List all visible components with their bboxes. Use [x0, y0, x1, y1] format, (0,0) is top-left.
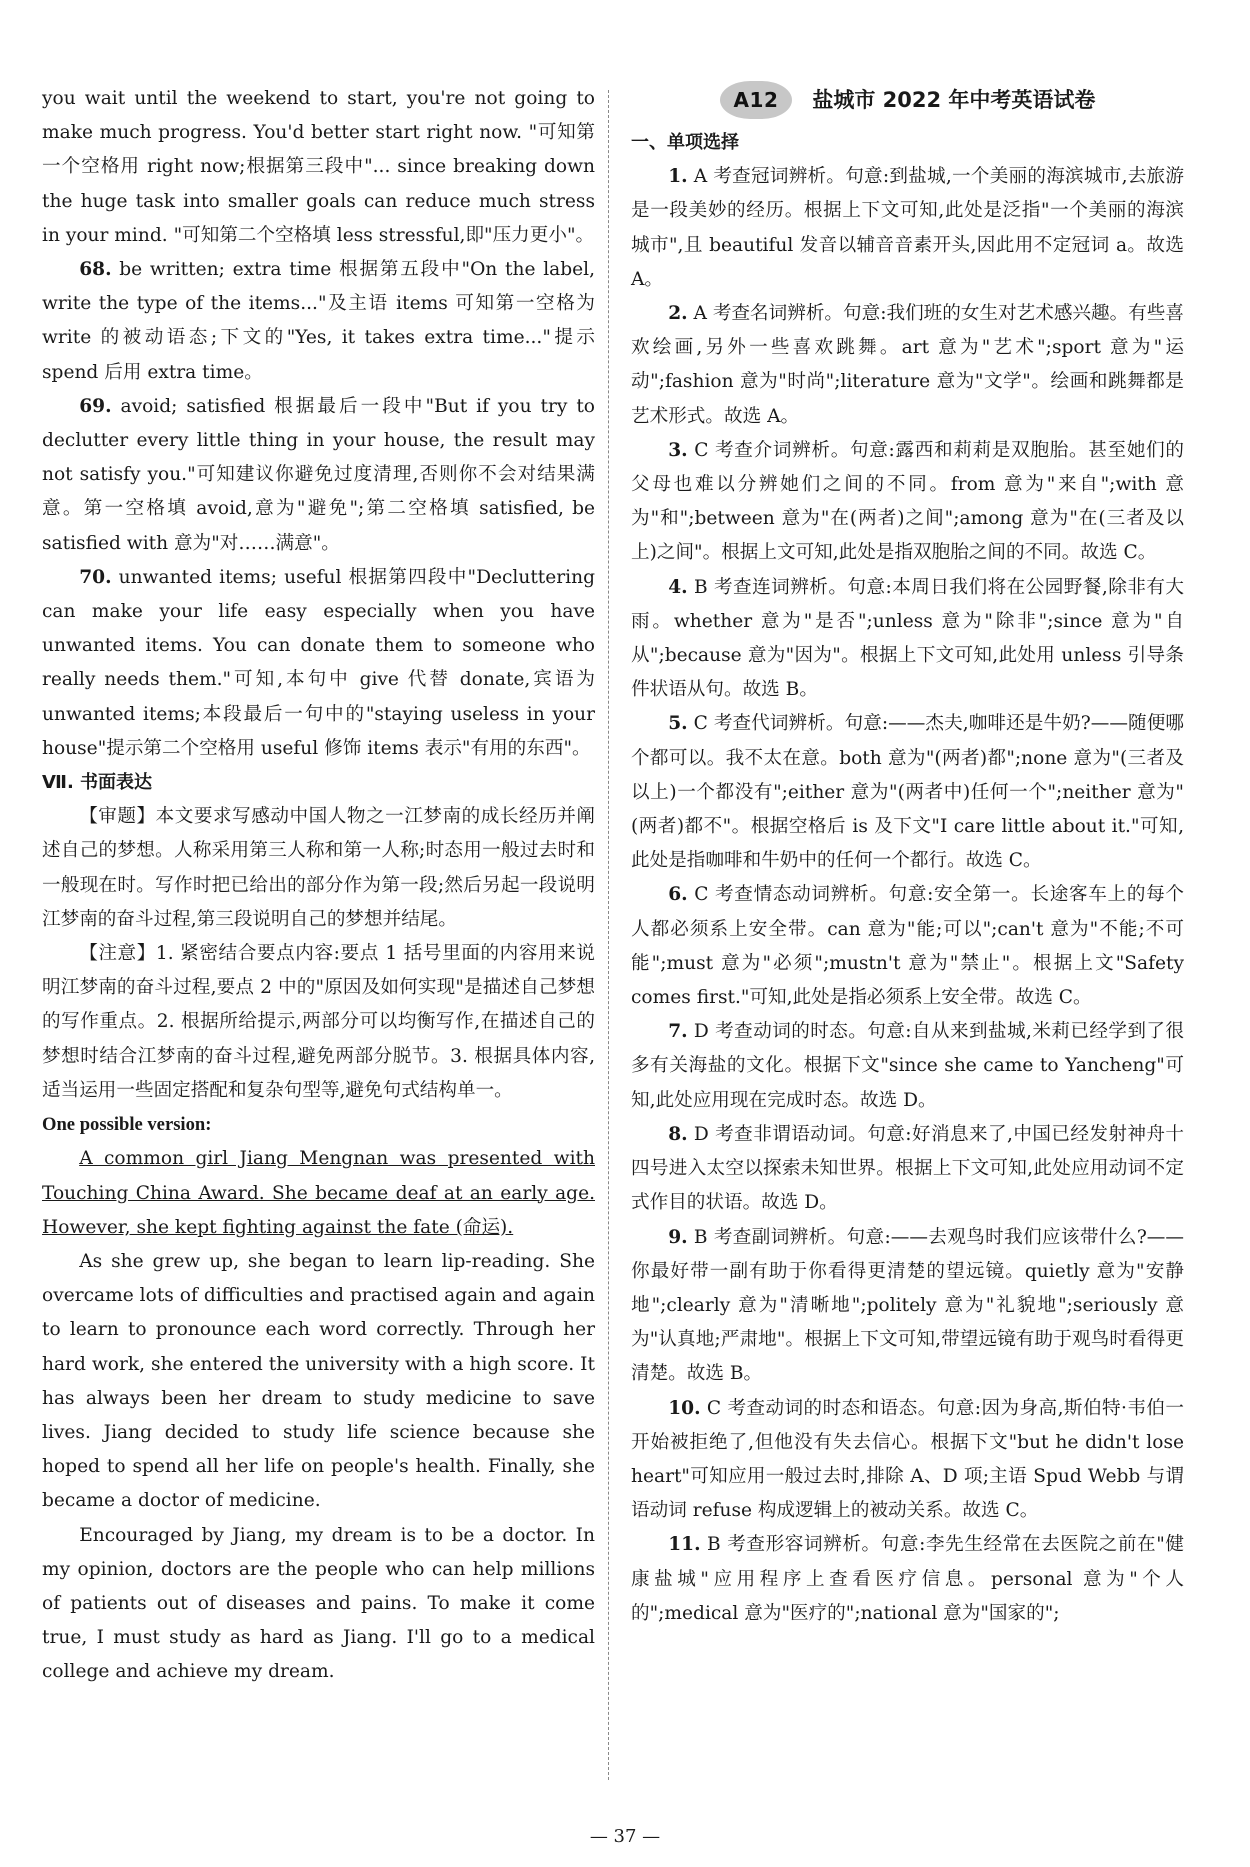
item-number: 1.	[668, 166, 688, 188]
essay-paragraph-1: A common girl Jiang Mengnan was presented with Touching China Award. She became deaf at an early age. However, she kept fighting against the fate (命运).	[42, 1148, 595, 1238]
continued-paragraph: you wait until the weekend to start, you're not going to make much progress. You'd better start right now. "可知第一个空格用 right now;根据第三段中"... since breaking down the huge task into smaller goals can reduce much stress in your mind. "可知第二个空格填 less stressful,即"压力更小"。	[42, 88, 595, 246]
item-number: 4.	[668, 576, 688, 598]
paper-title: 盐城市 2022 年中考英语试卷	[812, 87, 1096, 112]
list-item	[631, 878, 1184, 1015]
item-number: 7.	[668, 1021, 688, 1043]
list-item	[631, 160, 1184, 297]
list-item	[631, 1221, 1184, 1392]
list-item	[631, 1015, 1184, 1118]
right-column	[631, 82, 1184, 1631]
item-number: 69.	[79, 395, 112, 417]
item-number: 5.	[668, 713, 688, 735]
section-heading-single-choice: 一、单项选择	[631, 132, 739, 153]
answer-list	[631, 160, 1184, 1631]
list-item	[631, 1528, 1184, 1631]
list-item	[631, 297, 1184, 434]
answer-69	[42, 390, 595, 561]
item-number: 68.	[79, 259, 112, 281]
item-number: 3.	[668, 439, 688, 461]
item-text: A 考查冠词辨析。句意:到盐城,一个美丽的海滨城市,去旅游是一段美妙的经历。根据上下文可知,此处是泛指"一个美丽的海滨城市",且 beautiful 发音以辅音音素开头,因此用不定冠词 a。故选 A。	[631, 166, 1184, 290]
shenti-note: 【审题】本文要求写感动中国人物之一江梦南的成长经历并阐述自己的梦想。人称采用第三人称和第一人称;时态用一般过去时和一般现在时。写作时把已给出的部分作为第一段;然后另起一段说明江梦南的奋斗过程,第三段说明自己的梦想并结尾。	[42, 806, 595, 930]
zhuyi-note: 【注意】1. 紧密结合要点内容:要点 1 括号里面的内容用来说明江梦南的奋斗过程,要点 2 中的"原因及如何实现"是描述自己梦想的写作重点。2. 根据所给提示,两部分可以均衡写作,在描述自己的梦想时结合江梦南的奋斗过程,避免两部分脱节。3. 根据具体内容,适当运用一些固定搭配和复杂句型等,避免句式结构单一。	[42, 943, 595, 1101]
column-divider	[608, 90, 609, 1780]
list-item	[631, 707, 1184, 878]
essay-paragraph-3: Encouraged by Jiang, my dream is to be a doctor. In my opinion, doctors are the people who can help millions of patients out of diseases and pains. To make it come true, I must study as hard as Jiang. I'll go to a medical college and achieve my dream.	[42, 1524, 595, 1683]
version-label: One possible version:	[42, 1114, 212, 1136]
item-text: C 考查情态动词辨析。句意:安全第一。长途客车上的每个人都必须系上安全带。can 意为"能;可以";can't 意为"不能;不可能";must 意为"必须";mustn't 意为"禁止"。根据上文"Safety comes first."可知,此处是指必须系上安全带。故选 C。	[631, 884, 1184, 1009]
item-text: A 考查名词辨析。句意:我们班的女生对艺术感兴趣。有些喜欢绘画,另外一些喜欢跳舞。art 意为"艺术";sport 意为"运动";fashion 意为"时尚";literature 意为"文学"。绘画和跳舞都是艺术形式。故选 A。	[631, 303, 1184, 427]
list-item	[631, 571, 1184, 708]
item-text: unwanted items; useful 根据第四段中"Decluttering can make your life easy especially when you have unwanted items. You can donate them to someone who really needs them."可知,本句中 give 代替 donate,宾语为 unwanted items;本段最后一句中的"staying useless in your house"提示第二个空格用 useful 修饰 items 表示"有用的东西"。	[42, 566, 595, 759]
item-number: 70.	[79, 566, 112, 588]
item-number: 6.	[668, 884, 688, 906]
item-number: 2.	[668, 303, 688, 325]
item-text: avoid; satisfied 根据最后一段中"But if you try to declutter every little thing in your house, the result may not satisfy you."可知建议你避免过度清理,否则你不会对结果满意。第一空格填 avoid,意为"避免";第二空格填 satisfied, be satisfied with 意为"对……满意"。	[42, 395, 595, 554]
answer-70	[42, 561, 595, 766]
item-text: D 考查动词的时态。句意:自从来到盐城,米莉已经学到了很多有关海盐的文化。根据下文"since she came to Yancheng"可知,此处应用现在完成时态。故选 D。	[631, 1021, 1184, 1111]
item-text: B 考查连词辨析。句意:本周日我们将在公园野餐,除非有大雨。whether 意为"是否";unless 意为"除非";since 意为"自从";because 意为"因为"。根据上下文可知,此处用 unless 引导条件状语从句。故选 B。	[631, 576, 1184, 701]
list-item	[631, 434, 1184, 571]
list-item	[631, 1392, 1184, 1529]
item-text: be written; extra time 根据第五段中"On the label, write the type of the items..."及主语 items 可知第一空格为 write 的被动语态;下文的"Yes, it takes extra time..."提示 spend 后用 extra time。	[42, 259, 595, 383]
item-text: C 考查动词的时态和语态。句意:因为身高,斯伯特·韦伯一开始被拒绝了,但他没有失去信心。根据下文"but he didn't lose heart"可知应用一般过去时,排除 A、D 项;主语 Spud Webb 与谓语动词 refuse 构成逻辑上的被动关系。故选 C。	[631, 1397, 1184, 1522]
list-item	[631, 1118, 1184, 1221]
section-heading-writing: Ⅶ. 书面表达	[42, 772, 153, 794]
left-column	[42, 82, 595, 1690]
item-number: 9.	[668, 1226, 688, 1248]
item-text: B 考查形容词辨析。句意:李先生经常在去医院之前在"健康盐城"应用程序上查看医疗信息。personal 意为"个人的";medical 意为"医疗的";national 意为"国家的";	[631, 1534, 1184, 1624]
paper-header	[631, 82, 1184, 118]
essay-paragraph-2: As she grew up, she began to learn lip-reading. She overcame lots of difficulties and practised again and again to learn to pronounce each word correctly. Through her hard work, she entered the university with a high score. It has always been her dream to study medicine to save lives. Jiang decided to study life science because she hoped to spend all her life on people's health. Finally, she became a doctor of medicine.	[42, 1250, 595, 1512]
answer-68	[42, 253, 595, 390]
item-text: B 考查副词辨析。句意:——去观鸟时我们应该带什么?——你最好带一副有助于你看得更清楚的望远镜。quietly 意为"安静地";clearly 意为"清晰地";politely 意为"礼貌地";seriously 意为"认真地;严肃地"。根据上下文可知,带望远镜有助于观鸟时看得更清楚。故选 B。	[631, 1226, 1184, 1385]
item-text: C 考查代词辨析。句意:——杰夫,咖啡还是牛奶?——随便哪个都可以。我不太在意。both 意为"(两者)都";none 意为"(三者及以上)一个都没有";either 意为"(两者中)任何一个";neither 意为"(两者)都不"。根据空格后 is 及下文"I care little about it."可知,此处是指咖啡和牛奶中的任何一个都行。故选 C。	[631, 713, 1184, 872]
paper-badge: A12	[720, 81, 793, 119]
item-number: 10.	[668, 1397, 701, 1419]
item-number: 11.	[668, 1534, 701, 1556]
item-number: 8.	[668, 1123, 688, 1145]
page-number: — 37 —	[589, 1826, 661, 1847]
item-text: D 考查非谓语动词。句意:好消息来了,中国已经发射神舟十四号进入太空以探索未知世界。根据上下文可知,此处应用动词不定式作目的状语。故选 D。	[631, 1123, 1184, 1214]
item-text: C 考查介词辨析。句意:露西和莉莉是双胞胎。甚至她们的父母也难以分辨她们之间的不同。from 意为"来自";with 意为"和";between 意为"在(两者)之间";among 意为"在(三者及以上)之间"。根据上文可知,此处是指双胞胎之间的不同。故选 C。	[631, 439, 1184, 564]
